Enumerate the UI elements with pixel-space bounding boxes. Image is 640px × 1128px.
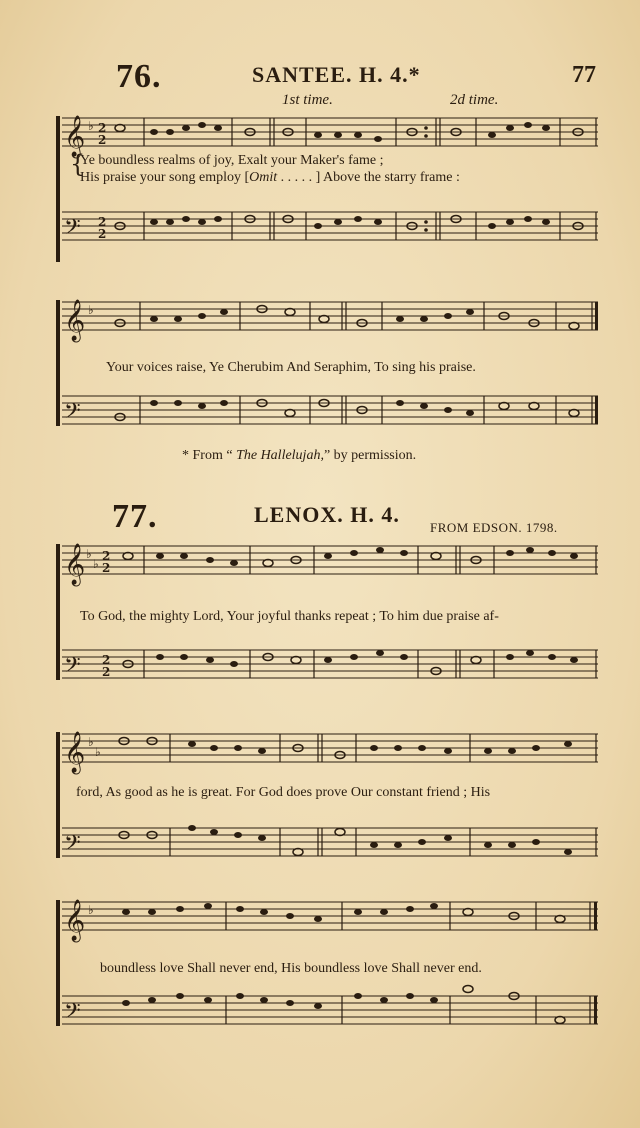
svg-text:2: 2 [102,561,111,575]
svg-text:2: 2 [102,549,111,563]
svg-text:2: 2 [98,133,107,147]
svg-text:2: 2 [98,121,107,135]
svg-text:2: 2 [98,227,107,241]
hymn-77-title: LENOX. H. 4. [254,502,400,527]
svg-text:𝄢: 𝄢 [64,399,81,429]
svg-text:𝄢: 𝄢 [64,653,81,683]
hymn-76-number: 76. [116,58,162,95]
footnote-suffix: ” by permission. [323,448,417,463]
hymn-77-number: 77. [112,498,158,535]
hymn-76-lyrics-1b-omit: Omit [249,170,278,185]
first-time-label: 1st time. [282,92,333,108]
svg-text:𝄞: 𝄞 [64,732,86,773]
hymn-76-lyrics-2: Your voices raise, Ye Cherubim And Seraphim, To sing his praise. [106,360,476,375]
svg-text:2: 2 [98,215,107,229]
footnote-title: The Hallelujah, [236,448,324,463]
svg-text:2: 2 [102,665,111,679]
hymn-77-lyrics-1: To God, the mighty Lord, Your joyful thanks repeat ; To him due praise af- [80,609,499,624]
svg-text:𝄢: 𝄢 [64,999,81,1029]
svg-text:♭: ♭ [88,119,94,133]
page-number: 77 [572,62,596,88]
hymn-76-title: SANTEE. H. 4.* [252,62,421,87]
svg-text:♭: ♭ [95,745,101,759]
hymn-76-lyrics-1b [80,170,460,186]
svg-text:♭: ♭ [93,557,99,571]
svg-text:𝄞: 𝄞 [64,900,86,941]
footnote-prefix: * From “ [182,448,237,463]
svg-text:♭: ♭ [88,735,94,749]
hymn-76-footnote [182,448,416,464]
svg-text:♭: ♭ [86,547,92,561]
verse-brace: { [70,150,86,178]
hymn-76-lyrics-1b-start: His praise your song employ [ [80,170,250,185]
svg-text:2: 2 [102,653,111,667]
svg-text:♭: ♭ [88,303,94,317]
svg-text:𝄢: 𝄢 [64,831,81,861]
svg-text:𝄞: 𝄞 [64,116,86,157]
svg-text:𝄞: 𝄞 [64,544,86,585]
hymn-77-lyrics-3: boundless love Shall never end, His boundless love Shall never end. [100,961,482,976]
hymn-76-lyrics-1b-end: . . . . . ] Above the starry frame : [277,170,460,185]
hymn-76-system-1 [0,108,640,268]
svg-text:♭: ♭ [88,903,94,917]
svg-text:𝄞: 𝄞 [64,300,86,341]
svg-text:𝄢: 𝄢 [64,215,81,245]
hymn-77-attribution: FROM EDSON. 1798. [430,520,558,535]
second-time-label: 2d time. [450,92,499,108]
hymn-76-lyrics-1a: Ye boundless realms of joy, Exalt your Maker's fame ; [80,153,384,168]
hymn-77-lyrics-2: ford, As good as he is great. For God does prove Our constant friend ; His [76,785,491,800]
